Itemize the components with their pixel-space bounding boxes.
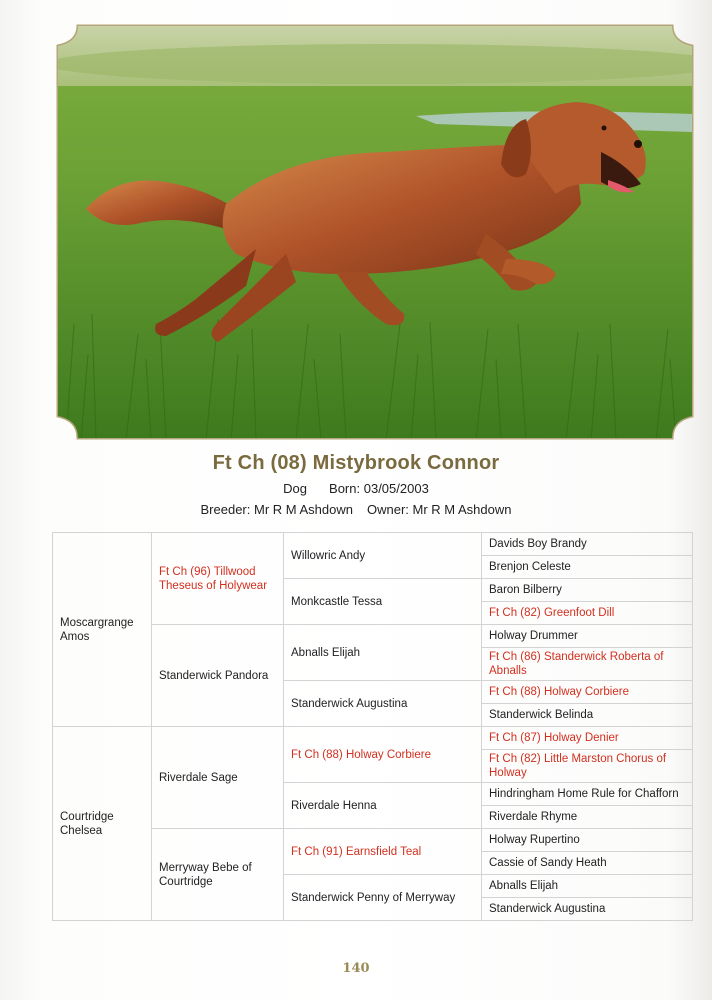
sex-value: Dog bbox=[283, 481, 308, 496]
gen4-cell: Davids Boy Brandy bbox=[482, 533, 693, 556]
gen3-cell: Ft Ch (91) Earnsfield Teal bbox=[284, 829, 482, 875]
gen3-cell: Monkcastle Tessa bbox=[284, 579, 482, 625]
gen4-cell: Cassie of Sandy Heath bbox=[482, 852, 693, 875]
gen4-cell: Holway Rupertino bbox=[482, 829, 693, 852]
sire-sire: Ft Ch (96) Tillwood Theseus of Holywear bbox=[152, 533, 284, 625]
gen3-cell: Standerwick Augustina bbox=[284, 681, 482, 727]
dog-photo bbox=[56, 24, 694, 440]
gen4-cell: Ft Ch (82) Little Marston Chorus of Holway bbox=[482, 750, 693, 783]
gen4-cell: Abnalls Elijah bbox=[482, 875, 693, 898]
sire-dam: Standerwick Pandora bbox=[152, 625, 284, 727]
gen3-cell: Ft Ch (88) Holway Corbiere bbox=[284, 727, 482, 783]
gen4-cell: Standerwick Augustina bbox=[482, 898, 693, 921]
gen4-cell: Baron Bilberry bbox=[482, 579, 693, 602]
gen4-cell: Holway Drummer bbox=[482, 625, 693, 648]
breeder-label: Breeder: bbox=[200, 502, 251, 517]
dog-title: Ft Ch (08) Mistybrook Connor bbox=[212, 452, 500, 474]
gen4-cell: Hindringham Home Rule for Chafforn bbox=[482, 783, 693, 806]
gen4-cell: Ft Ch (88) Holway Corbiere bbox=[482, 681, 693, 704]
gen4-cell: Ft Ch (87) Holway Denier bbox=[482, 727, 693, 750]
born-label: Born: bbox=[329, 481, 361, 496]
gen4-cell: Riverdale Rhyme bbox=[482, 806, 693, 829]
sex-born-line bbox=[0, 481, 712, 496]
dam: Courtridge Chelsea bbox=[53, 727, 152, 921]
born-date: 03/05/2003 bbox=[363, 481, 429, 496]
gen4-cell: Brenjon Celeste bbox=[482, 556, 693, 579]
owner-label: Owner: bbox=[366, 502, 409, 517]
pedigree-table bbox=[52, 532, 693, 921]
gen4-cell: Ft Ch (82) Greenfoot Dill bbox=[482, 602, 693, 625]
breeder-value: Mr R M Ashdown bbox=[254, 502, 353, 517]
owner-value: Mr R M Ashdown bbox=[412, 502, 512, 517]
gen4-cell: Ft Ch (86) Standerwick Roberta of Abnalls bbox=[482, 648, 693, 681]
gen3-cell: Standerwick Penny of Merryway bbox=[284, 875, 482, 921]
dam-dam: Merryway Bebe of Courtridge bbox=[152, 829, 284, 921]
sire: Moscargrange Amos bbox=[53, 533, 152, 727]
page-number: 140 bbox=[342, 961, 370, 976]
gen4-cell: Standerwick Belinda bbox=[482, 704, 693, 727]
gen3-cell: Willowric Andy bbox=[284, 533, 482, 579]
breeder-owner-line bbox=[0, 502, 712, 517]
gen3-cell: Riverdale Henna bbox=[284, 783, 482, 829]
dam-sire: Riverdale Sage bbox=[152, 727, 284, 829]
gen3-cell: Abnalls Elijah bbox=[284, 625, 482, 681]
